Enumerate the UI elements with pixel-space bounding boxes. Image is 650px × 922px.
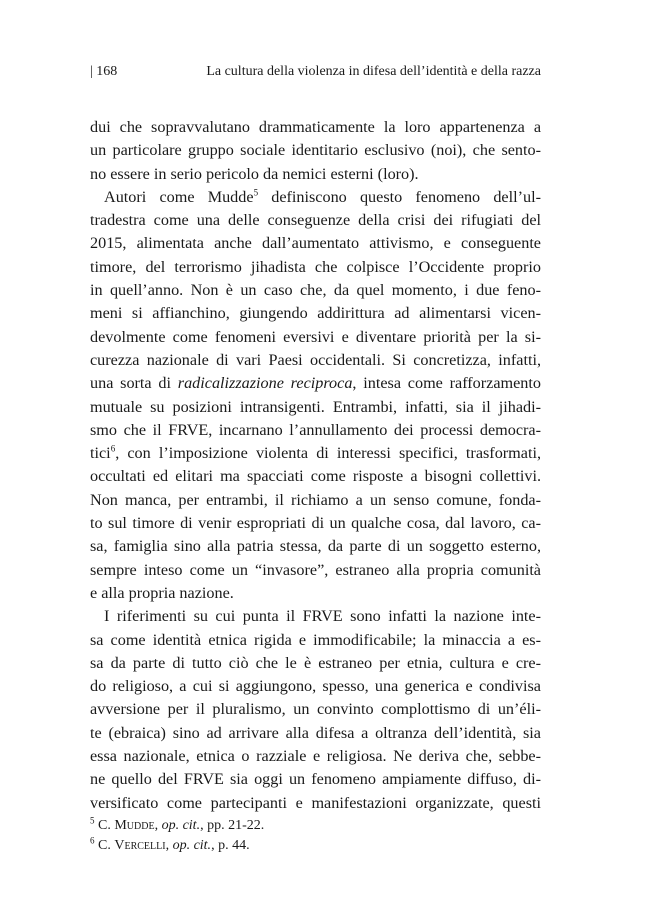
text-line: smo che il FRVE, incarnano l’annullamento dei processi democra- bbox=[90, 420, 541, 439]
text-fragment: , intesa come rafforzamento bbox=[352, 374, 541, 393]
text-line: e alla propria nazione. bbox=[90, 583, 234, 602]
footnote-author-initial: C. bbox=[98, 838, 115, 853]
footnote-pages: , p. 44. bbox=[211, 838, 250, 853]
page-number: | 168 bbox=[90, 64, 118, 79]
text-fragment: Autori come Mudde bbox=[104, 187, 254, 206]
text-line bbox=[90, 372, 541, 395]
text-line: in quell’anno. Non è un caso che, da quel momento, i due feno- bbox=[90, 281, 541, 300]
footnote-mark: 5 bbox=[90, 815, 95, 826]
footnotes bbox=[90, 816, 541, 856]
text-fragment: , con l’imposizione violenta di interessi specifici, trasformati, bbox=[115, 444, 541, 463]
text-fragment: tici bbox=[90, 444, 111, 463]
footnote bbox=[90, 836, 541, 856]
text-line: to sul timore di venir espropriati di un qualche cosa, dal lavoro, ca- bbox=[90, 514, 541, 533]
text-line: sempre inteso come un “invasore”, estraneo alla propria comunità bbox=[90, 560, 541, 579]
text-line: dui che sopravvalutano drammaticamente la loro appartenenza a bbox=[90, 118, 541, 136]
text-line: sa, famiglia sino alla patria stessa, da parte di un soggetto esterno, bbox=[90, 537, 541, 556]
footnote-author-initial: C. bbox=[98, 818, 115, 833]
text-line: ne quello del FRVE sia oggi un fenomeno ampiamente diffuso, di- bbox=[90, 770, 541, 789]
footnote-author: Vercelli bbox=[114, 838, 166, 853]
running-title: La cultura della violenza in difesa dell’identità e della razza bbox=[206, 64, 541, 79]
text-line: meni si affianchino, giungendo addirittura ad alimentarsi vicen- bbox=[90, 304, 541, 323]
footnote-work: op. cit. bbox=[161, 818, 201, 833]
footnote-separator: , bbox=[154, 818, 162, 833]
text-line: occultati ed elitari ma spacciati come risposte a bisogni collettivi. bbox=[90, 467, 541, 486]
text-fragment: una sorta di bbox=[90, 374, 178, 393]
text-line: un particolare gruppo sociale identitario esclusivo (noi), che sento- bbox=[90, 141, 541, 160]
italic-term: radicalizzazione reciproca bbox=[177, 374, 353, 393]
text-fragment: definiscono questo fenomeno dell’ul- bbox=[258, 187, 541, 206]
running-header bbox=[90, 62, 541, 82]
text-line: avversione per il pluralismo, un convinto complottismo di un’éli- bbox=[90, 700, 541, 719]
footnote-author: Mudde bbox=[114, 818, 155, 833]
paragraph-start-line bbox=[90, 186, 541, 209]
text-line: Non manca, per entrambi, il richiamo a un senso comune, fonda- bbox=[90, 490, 541, 509]
text-line: sa da parte di tutto ciò che le è estraneo per etnia, cultura e cre- bbox=[90, 653, 541, 672]
body-text bbox=[90, 116, 541, 815]
text-line: tradestra come una delle conseguenze della crisi dei rifugiati del bbox=[90, 211, 541, 230]
text-line: no essere in serio pericolo da nemici esterni (loro). bbox=[90, 164, 419, 183]
text-line: curezza nazionale di vari Paesi occidentali. Si concretizza, infatti, bbox=[90, 350, 541, 369]
text-line: 2015, alimentata anche dall’aumentato attivismo, e conseguente bbox=[90, 234, 541, 253]
text-line: timore, del terrorismo jihadista che colpisce l’Occidente proprio bbox=[90, 257, 541, 276]
text-line: do religioso, a cui si aggiungono, spesso, una generica e condivisa bbox=[90, 677, 541, 696]
footnote-reference: 5 bbox=[253, 187, 259, 198]
footnote bbox=[90, 816, 541, 836]
text-line: sa come identità etnica rigida e immodificabile; la minaccia a es- bbox=[90, 630, 541, 649]
footnote-mark: 6 bbox=[90, 835, 95, 846]
text-line: essa nazionale, etnica o razziale e religiosa. Ne deriva che, sebbe- bbox=[90, 747, 541, 766]
paragraph-start-line: I riferimenti su cui punta il FRVE sono infatti la nazione inte- bbox=[104, 607, 541, 626]
text-line: versificato come partecipanti e manifestazioni organizzate, questi bbox=[90, 793, 541, 812]
text-line bbox=[90, 442, 541, 465]
text-line: te (ebraica) sino ad arrivare alla difesa a oltranza dell’identità, sia bbox=[90, 723, 541, 742]
text-line: devolmente come fenomeni eversivi e diventare priorità per la si- bbox=[90, 327, 541, 346]
footnote-reference: 6 bbox=[110, 443, 116, 454]
footnote-work: op. cit. bbox=[172, 838, 212, 853]
footnote-separator: , bbox=[165, 838, 173, 853]
footnote-pages: , pp. 21-22. bbox=[200, 818, 265, 833]
text-line: mutuale su posizioni intransigenti. Entrambi, infatti, sia il jihadi- bbox=[90, 397, 541, 416]
